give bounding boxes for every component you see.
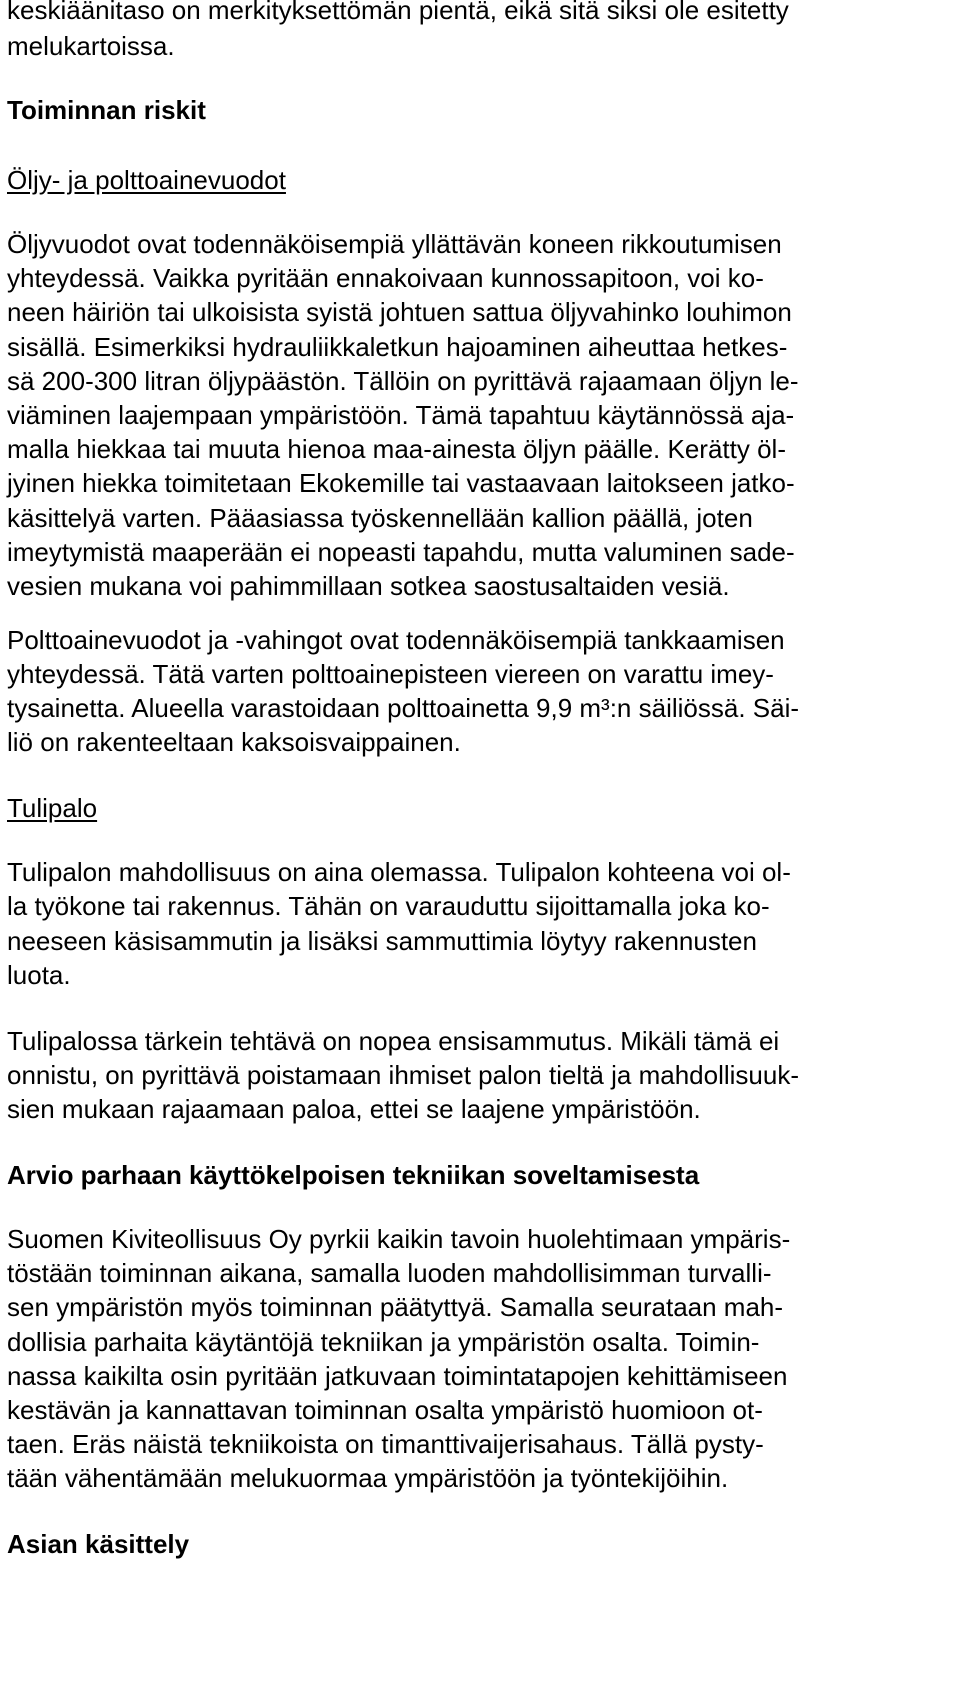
paragraph-line: kestävän ja kannattavan toiminnan osalta ympäristö huomioon ot-	[7, 1395, 763, 1425]
section-heading-asian-kasittely: Asian käsittely	[7, 1529, 190, 1559]
paragraph-line: onnistu, on pyrittävä poistamaan ihmiset palon tieltä ja mahdollisuuk-	[7, 1060, 799, 1090]
paragraph-line: malla hiekkaa tai muuta hienoa maa-ainesta öljyn päälle. Kerätty öl-	[7, 434, 786, 464]
paragraph-line: tysainetta. Alueella varastoidaan polttoainetta 9,9 m³:n säiliössä. Säi-	[7, 693, 800, 723]
paragraph-line: neeseen käsisammutin ja lisäksi sammuttimia löytyy rakennusten	[7, 926, 757, 956]
paragraph-line: yhteydessä. Tätä varten polttoainepisteen viereen on varattu imey-	[7, 659, 774, 689]
paragraph-line: jyinen hiekka toimitetaan Ekokemille tai vastaavaan laitokseen jatko-	[7, 468, 795, 498]
subheading-tulipalo: Tulipalo	[7, 793, 98, 823]
paragraph-line: käsittelyä varten. Pääasiassa työskennellään kallion päällä, joten	[7, 503, 753, 533]
paragraph-line: viäminen laajempaan ympäristöön. Tämä tapahtuu käytännössä aja-	[7, 400, 795, 430]
paragraph-line: keskiäänitaso on merkityksettömän pientä, eikä sitä siksi ole esitetty	[7, 0, 789, 25]
paragraph-line: Tulipalon mahdollisuus on aina olemassa. Tulipalon kohteena voi ol-	[7, 857, 791, 887]
paragraph-line: töstään toiminnan aikana, samalla luoden mahdollisimman turvalli-	[7, 1258, 772, 1288]
paragraph-line: sen ympäristön myös toiminnan päätyttyä. Samalla seurataan mah-	[7, 1292, 784, 1322]
section-heading-toiminnan-riskit: Toiminnan riskit	[7, 95, 206, 125]
paragraph-line: imeytymistä maaperään ei nopeasti tapahdu, mutta valuminen sade-	[7, 537, 795, 567]
paragraph-line: neen häiriön tai ulkoisista syistä johtuen sattua öljyvahinko louhimon	[7, 297, 792, 327]
paragraph-line: tään vähentämään melukuormaa ympäristöön ja työntekijöihin.	[7, 1463, 729, 1493]
paragraph-line: Tulipalossa tärkein tehtävä on nopea ensisammutus. Mikäli tämä ei	[7, 1026, 780, 1056]
subheading-oljy-ja-polttoainevuodot: Öljy- ja polttoainevuodot	[7, 165, 286, 195]
paragraph-line: Polttoainevuodot ja -vahingot ovat todennäköisempiä tankkaamisen	[7, 625, 785, 655]
paragraph-line: nassa kaikilta osin pyritään jatkuvaan toimintatapojen kehittämiseen	[7, 1361, 788, 1391]
paragraph-line: taen. Eräs näistä tekniikoista on timanttivaijerisahaus. Tällä pysty-	[7, 1429, 764, 1459]
section-heading-arvio: Arvio parhaan käyttökelpoisen tekniikan soveltamisesta	[7, 1160, 700, 1190]
paragraph-line: sä 200-300 litran öljypäästön. Tällöin on pyrittävä rajaamaan öljyn le-	[7, 366, 799, 396]
paragraph-line: vesien mukana voi pahimmillaan sotkea saostusaltaiden vesiä.	[7, 571, 730, 601]
paragraph-line: dollisia parhaita käytäntöjä tekniikan ja ympäristön osalta. Toimin-	[7, 1327, 760, 1357]
paragraph-line: melukartoissa.	[7, 31, 175, 61]
paragraph-line: sisällä. Esimerkiksi hydrauliikkaletkun hajoaminen aiheuttaa hetkes-	[7, 332, 788, 362]
paragraph-line: liö on rakenteeltaan kaksoisvaippainen.	[7, 727, 461, 757]
paragraph-line: luota.	[7, 960, 71, 990]
paragraph-line: la työkone tai rakennus. Tähän on varauduttu sijoittamalla joka ko-	[7, 891, 770, 921]
paragraph-line: Suomen Kiviteollisuus Oy pyrkii kaikin tavoin huolehtimaan ympäris-	[7, 1224, 791, 1254]
paragraph-line: sien mukaan rajaamaan paloa, ettei se laajene ympäristöön.	[7, 1094, 701, 1124]
paragraph-line: yhteydessä. Vaikka pyritään ennakoivaan kunnossapitoon, voi ko-	[7, 263, 764, 293]
paragraph-line: Öljyvuodot ovat todennäköisempiä yllättävän koneen rikkoutumisen	[7, 229, 782, 259]
